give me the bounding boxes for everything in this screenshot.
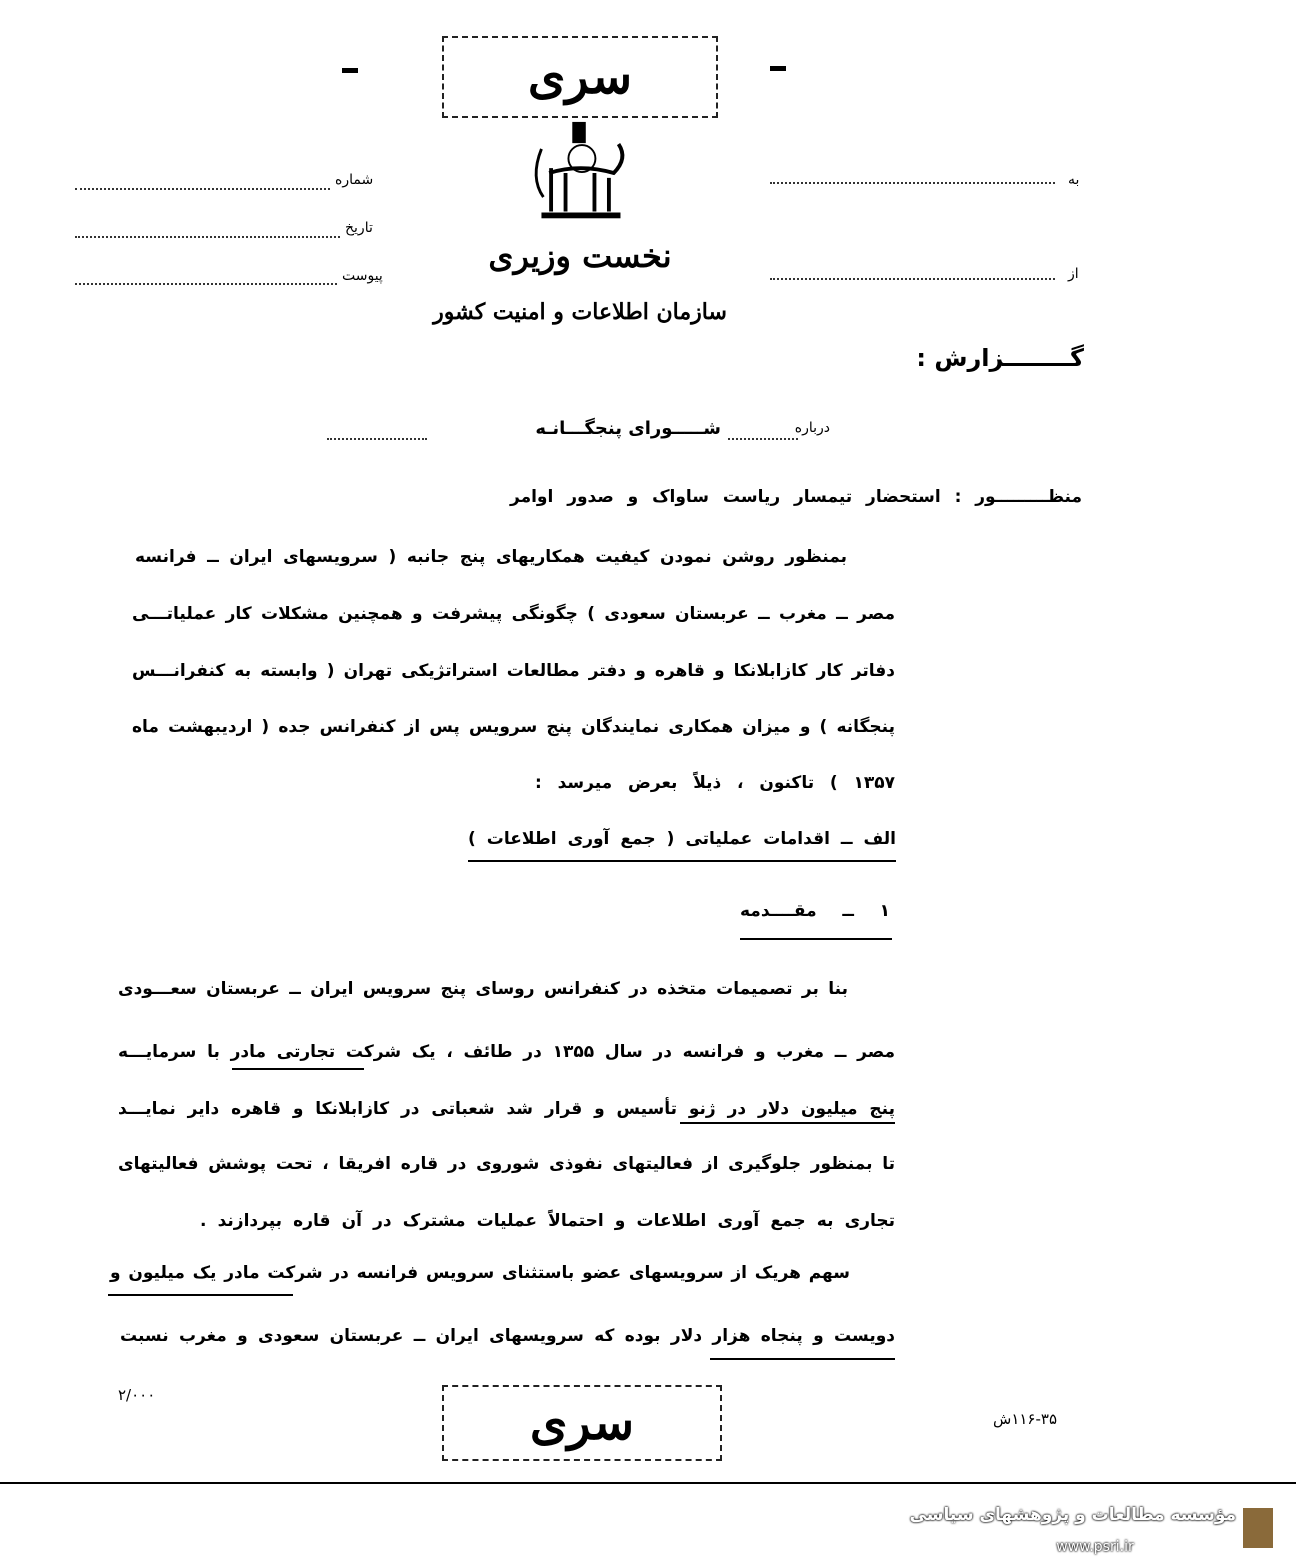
body-line: تا بمنظور جلوگیری از فعالیتهای نفوذی شوروی در قاره افریقا ، تحت پوشش فعالیتهای bbox=[118, 1154, 895, 1174]
organization-name: سازمان اطلاعات و امنیت کشور bbox=[433, 299, 727, 325]
page-reference: ۲/۰۰۰ bbox=[118, 1386, 156, 1404]
intro-line: ۱۳۵۷ ) تاکنون ، ذیلاً بعرض میرسد : bbox=[535, 773, 895, 793]
date-field[interactable] bbox=[75, 236, 340, 238]
purpose-line: منظـــــــــور : استحضار تیمسار ریاست ساواک و صدور اوامر bbox=[510, 487, 1082, 507]
bottom-rule bbox=[0, 1482, 1296, 1484]
body-line: تجاری به جمع آوری اطلاعات و احتمالاً عملیات مشترک در آن قاره بپردازند . bbox=[200, 1211, 895, 1231]
section-a-heading: الف ــ اقدامات عملیاتی ( جمع آوری اطلاعات ) bbox=[468, 829, 896, 849]
document-code: ۱۱۶-۳۵ش bbox=[993, 1410, 1058, 1428]
body-line: بنا بر تصمیمات متخذه در کنفرانس روسای پنج سرویس ایران ــ عربستان سعـــودی bbox=[118, 979, 848, 999]
watermark-org: مؤسسه مطالعات و پژوهشهای سیاسی bbox=[909, 1505, 1236, 1525]
underline bbox=[468, 860, 896, 862]
attachment-label: پیوست bbox=[342, 268, 383, 284]
watermark-url[interactable]: www.psri.ir bbox=[1056, 1539, 1134, 1555]
date-label: تاریخ bbox=[345, 220, 373, 236]
classification-stamp-top bbox=[442, 36, 718, 118]
underline bbox=[108, 1294, 293, 1296]
attachment-field[interactable] bbox=[75, 283, 337, 285]
body-line: پنج میلیون دلار در ژنو تأسیس و قرار شد شعباتی در کازابلانکا و قاهره دایر نمایـــد bbox=[118, 1099, 895, 1119]
stamp-text: سری bbox=[529, 1395, 635, 1451]
subject-label: درباره bbox=[794, 420, 830, 436]
intro-line: بمنظور روشن نمودن کیفیت همکاریهای پنج جانبه ( سرویسهای ایران ــ فرانسه bbox=[135, 547, 847, 567]
intro-line: دفاتر کار کازابلانکا و قاهره و دفتر مطالعات استراتژیکی تهران ( وابسته به کنفرانـــس bbox=[132, 661, 895, 681]
subject-dots bbox=[327, 438, 427, 440]
underline bbox=[710, 1358, 895, 1360]
to-field[interactable] bbox=[770, 182, 1055, 184]
body-line: مصر ــ مغرب و فرانسه در سال ۱۳۵۵ در طائف ، یک شرکت تجارتی مادر با سرمایـــه bbox=[118, 1042, 895, 1062]
intro-line: پنجگانه ) و میزان همکاری نمایندگان پنج سرویس پس از کنفرانس جده ( اردیبهشت ماه bbox=[132, 717, 895, 737]
institute-logo-icon bbox=[1243, 1508, 1273, 1548]
underline bbox=[680, 1122, 895, 1124]
stamp-text: سری bbox=[527, 49, 633, 105]
number-field[interactable] bbox=[75, 188, 330, 190]
underline bbox=[232, 1068, 364, 1070]
lion-and-sun-emblem-icon bbox=[520, 120, 640, 228]
mark bbox=[342, 68, 358, 73]
number-label: شماره bbox=[335, 172, 374, 188]
intro-line: مصر ــ مغرب ــ عربستان سعودی ) چگونگی پیشرفت و همچنین مشکلات کار عملیاتـــی bbox=[132, 604, 895, 624]
subject-dots bbox=[728, 438, 798, 440]
ministry-name: نخست وزیری bbox=[488, 237, 672, 275]
share-line: سهم هریک از سرویسهای عضو باستثنای سرویس فرانسه در شرکت مادر یک میلیون و bbox=[110, 1263, 850, 1283]
share-line: دویست و پنجاه هزار دلار بوده که سرویسهای ایران ــ عربستان سعودی و مغرب نسبت bbox=[120, 1326, 895, 1346]
underline bbox=[740, 938, 892, 940]
classification-stamp-bottom bbox=[442, 1385, 722, 1461]
report-title: گــــــــزارش : bbox=[916, 344, 1084, 372]
subject-value: شـــــورای پنجگـــانـه bbox=[535, 418, 721, 439]
from-label: از bbox=[1068, 266, 1079, 282]
section-1-heading: ۱ ــ مقــــدمه bbox=[740, 901, 890, 921]
from-field[interactable] bbox=[770, 278, 1055, 280]
mark bbox=[770, 66, 786, 71]
to-label: به bbox=[1068, 172, 1080, 188]
